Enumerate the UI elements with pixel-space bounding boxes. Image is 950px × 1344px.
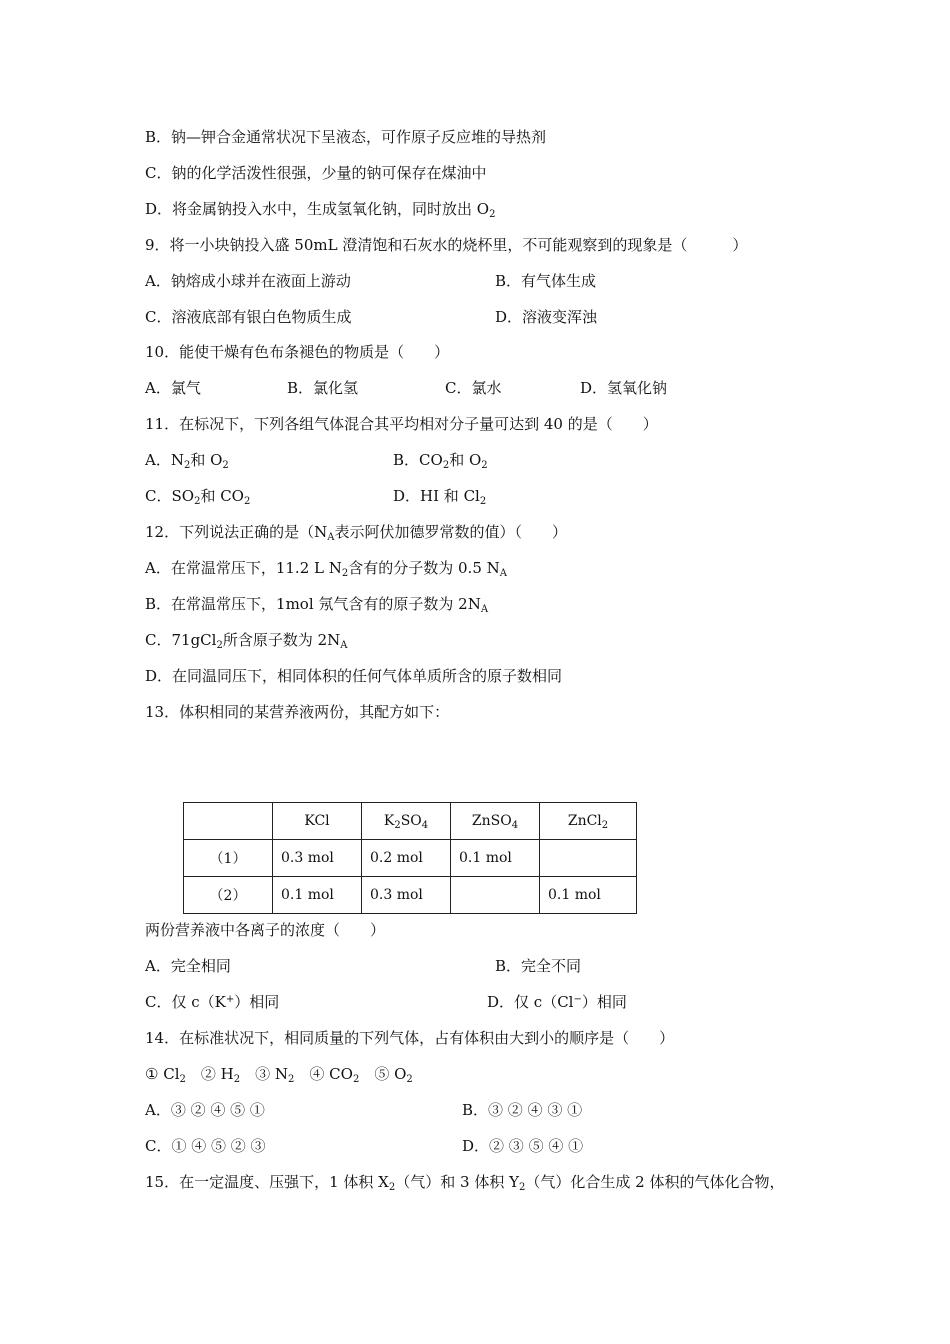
q9-option-a: A．钠熔成小球并在液面上游动 (145, 272, 351, 290)
table-cell: （2） (184, 877, 273, 914)
q13-option-a: A．完全相同 (145, 957, 231, 975)
table-cell: 0.2 mol (362, 840, 451, 877)
q12-option-a: A．在常温常压下，11.2 L $N_2$含有的分子数为 0.5 $N_A$ (145, 559, 507, 579)
q9-stem: 9．将一小块钠投入盛 50mL 澄清饱和石灰水的烧杯里，不可能观察到的现象是（ ） (145, 236, 748, 254)
table-cell: 0.1 mol (540, 877, 637, 914)
q12-option-c: C．71gCl$_2$所含原子数为 $2N_A$ (145, 631, 348, 651)
q11-option-c: C．$SO_2$和 $CO_2$ (145, 487, 251, 507)
q10-option-a: A．氯气 (145, 379, 201, 397)
table-header-cell: ZnSO$_4$ (451, 803, 540, 840)
table-header-cell (184, 803, 273, 840)
q13-option-b: B．完全不同 (495, 957, 582, 975)
q13-after-table: 两份营养液中各离子的浓度（ ） (145, 921, 386, 939)
table-cell: 0.3 mol (273, 840, 362, 877)
table-cell: （1） (184, 840, 273, 877)
table-cell: 0.3 mol (362, 877, 451, 914)
q10-option-d: D．氢氧化钠 (580, 379, 668, 397)
q13-option-d: D．仅 c（Cl−）相同 (487, 993, 627, 1011)
q14-option-b: B．③ ② ④ ③ ① (462, 1101, 583, 1119)
q14-option-d: D．② ③ ⑤ ④ ① (462, 1137, 584, 1155)
q11-option-a: A．$N_2$和 $O_2$ (145, 451, 229, 471)
table-cell (540, 840, 637, 877)
q13-stem: 13．体积相同的某营养液两份，其配方如下： (145, 703, 450, 721)
table-cell: 0.1 mol (273, 877, 362, 914)
q14-stem: 14．在标准状况下，相同质量的下列气体，占有体积由大到小的顺序是（ ） (145, 1029, 675, 1047)
q11-stem: 11．在标况下，下列各组气体混合其平均相对分子量可达到 40 的是（ ） (145, 415, 658, 433)
q10-stem: 10．能使干燥有色布条褪色的物质是（ ） (145, 343, 450, 361)
table-cell (451, 877, 540, 914)
q14-option-a: A．③ ② ④ ⑤ ① (145, 1101, 265, 1119)
q12-stem: 12．下列说法正确的是（$N_A$表示阿伏加德罗常数的值）（ ） (145, 523, 567, 543)
table-header-cell: KCl (273, 803, 362, 840)
table-row (184, 877, 637, 914)
q14-gas-list: ① $Cl_2$ ② $H_2$ ③ $N_2$ ④ $CO_2$ ⑤ $O_2$ (145, 1065, 413, 1085)
table-header-row (184, 803, 637, 840)
q11-option-d: D．HI 和 $Cl_2$ (393, 487, 487, 507)
q14-option-c: C．① ④ ⑤ ② ③ (145, 1137, 266, 1155)
table-cell: 0.1 mol (451, 840, 540, 877)
q10-option-b: B．氯化氢 (287, 379, 359, 397)
q13-option-c: C．仅 c（K+）相同 (145, 993, 280, 1011)
q9-option-b: B．有气体生成 (495, 272, 597, 290)
table-header-cell: $K_2SO_4$ (362, 803, 451, 840)
q8-option-c: C．钠的化学活泼性很强，少量的钠可保存在煤油中 (145, 164, 487, 182)
q11-option-b: B．$CO_2$和 $O_2$ (393, 451, 488, 471)
q8-option-d: D．将金属钠投入水中，生成氢氧化钠，同时放出 $O_2$ (145, 200, 496, 220)
q12-option-d: D．在同温同压下，相同体积的任何气体单质所含的原子数相同 (145, 667, 563, 685)
q8-option-b: B．钠—钾合金通常状况下呈液态，可作原子反应堆的导热剂 (145, 128, 547, 146)
q9-option-d: D．溶液变浑浊 (495, 308, 598, 326)
q15-stem: 15．在一定温度、压强下，1 体积 $X_2$（气）和 3 体积 $Y_2$（气）化合生成 2 体积的气体化合物， (145, 1173, 785, 1193)
nutrient-table (183, 802, 637, 914)
table-header-cell: ZnCl$_2$ (540, 803, 637, 840)
q9-option-c: C．溶液底部有银白色物质生成 (145, 308, 352, 326)
q10-option-c: C．氯水 (445, 379, 502, 397)
q12-option-b: B．在常温常压下，1mol 氖气含有的原子数为 $2N_A$ (145, 595, 489, 615)
table-row (184, 840, 637, 877)
